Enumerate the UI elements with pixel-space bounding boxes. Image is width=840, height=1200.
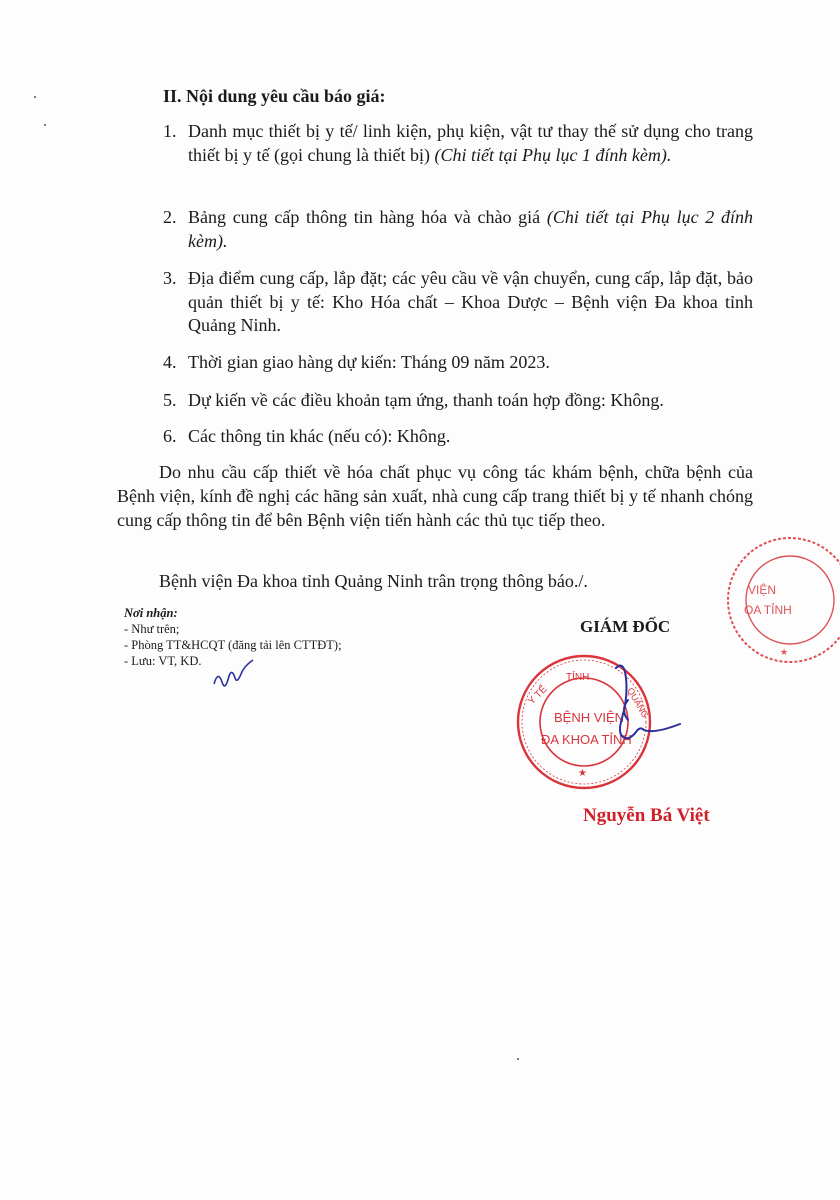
svg-text:★: ★ [780, 647, 789, 657]
svg-text:OA TỈNH: OA TỈNH [744, 603, 792, 617]
item-number: 2. [163, 207, 177, 227]
partial-seal [728, 538, 840, 662]
svg-text:★: ★ [578, 768, 587, 779]
recipient-line: - Như trên; [124, 622, 180, 636]
item-text: Dự kiến về các điều khoản tạm ứng, thanh toán hợp đồng: Không. [188, 390, 664, 410]
scan-speck [44, 124, 46, 126]
closing-sentence: Bệnh viện Đa khoa tỉnh Quảng Ninh trân trọng thông báo./. [159, 571, 588, 591]
item-text: Thời gian giao hàng dự kiến: Tháng 09 năm 2023. [188, 352, 550, 372]
section-heading: II. Nội dung yêu cầu báo giá: [163, 86, 386, 106]
item-number: 4. [163, 352, 177, 372]
item-number: 1. [163, 121, 177, 141]
item-number: 6. [163, 426, 177, 446]
signer-name: Nguyễn Bá Việt [583, 805, 710, 826]
item-text: Các thông tin khác (nếu có): Không. [188, 426, 451, 446]
item-italic-note: (Chi tiết tại Phụ lục 2 đính kèm). [188, 207, 754, 251]
item-number: 5. [163, 390, 177, 410]
seal-ring-side: QUẢNG [625, 686, 651, 720]
recipient-line: - Phòng TT&HCQT (đăng tải lên CTTĐT); [124, 638, 342, 652]
item-text: Địa điểm cung cấp, lắp đặt; các yêu cầu về vận chuyển, cung cấp, lắp đặt, bảo quản thiết bị y tế: Kho Hóa chất – Khoa Dược – Bệnh viện Đa khoa tỉnh Quảng Ninh. [188, 268, 753, 335]
recipients-label: Nơi nhận: [124, 606, 178, 620]
svg-text:VIỆN: VIỆN [748, 583, 777, 597]
item-text: Danh mục thiết bị y tế/ linh kiện, phụ kiện, vật tư thay thế sử dụng cho trang thiết bị y tế (gọi chung là thiết bị) [188, 121, 753, 165]
director-title: GIÁM ĐỐC [580, 617, 671, 636]
item-italic-note: (Chi tiết tại Phụ lục 1 đính kèm). [434, 144, 672, 165]
request-paragraph: Do nhu cầu cấp thiết về hóa chất phục vụ công tác khám bệnh, chữa bệnh của Bệnh viện, kính đề nghị các hãng sản xuất, nhà cung cấp trang thiết bị y tế nhanh chóng cung cấp thông tin để bên Bệnh viện tiến hành các thủ tục tiếp theo. [117, 462, 753, 530]
seal-ring-top: TỈNH [566, 672, 590, 683]
initials-mark [214, 660, 253, 686]
main-seal [518, 656, 651, 788]
recipient-line: - Lưu: VT, KD. [124, 654, 202, 668]
scan-speck [517, 1058, 519, 1060]
item-text: Bảng cung cấp thông tin hàng hóa và chào giá [188, 207, 547, 227]
seal-line-1: BỆNH VIỆN [554, 710, 625, 725]
seal-line-2: ĐA KHOA TỈNH [541, 732, 632, 747]
item-number: 3. [163, 268, 177, 288]
scan-speck [34, 96, 36, 98]
svg-text:Y TẾ: Y TẾ [526, 683, 550, 708]
